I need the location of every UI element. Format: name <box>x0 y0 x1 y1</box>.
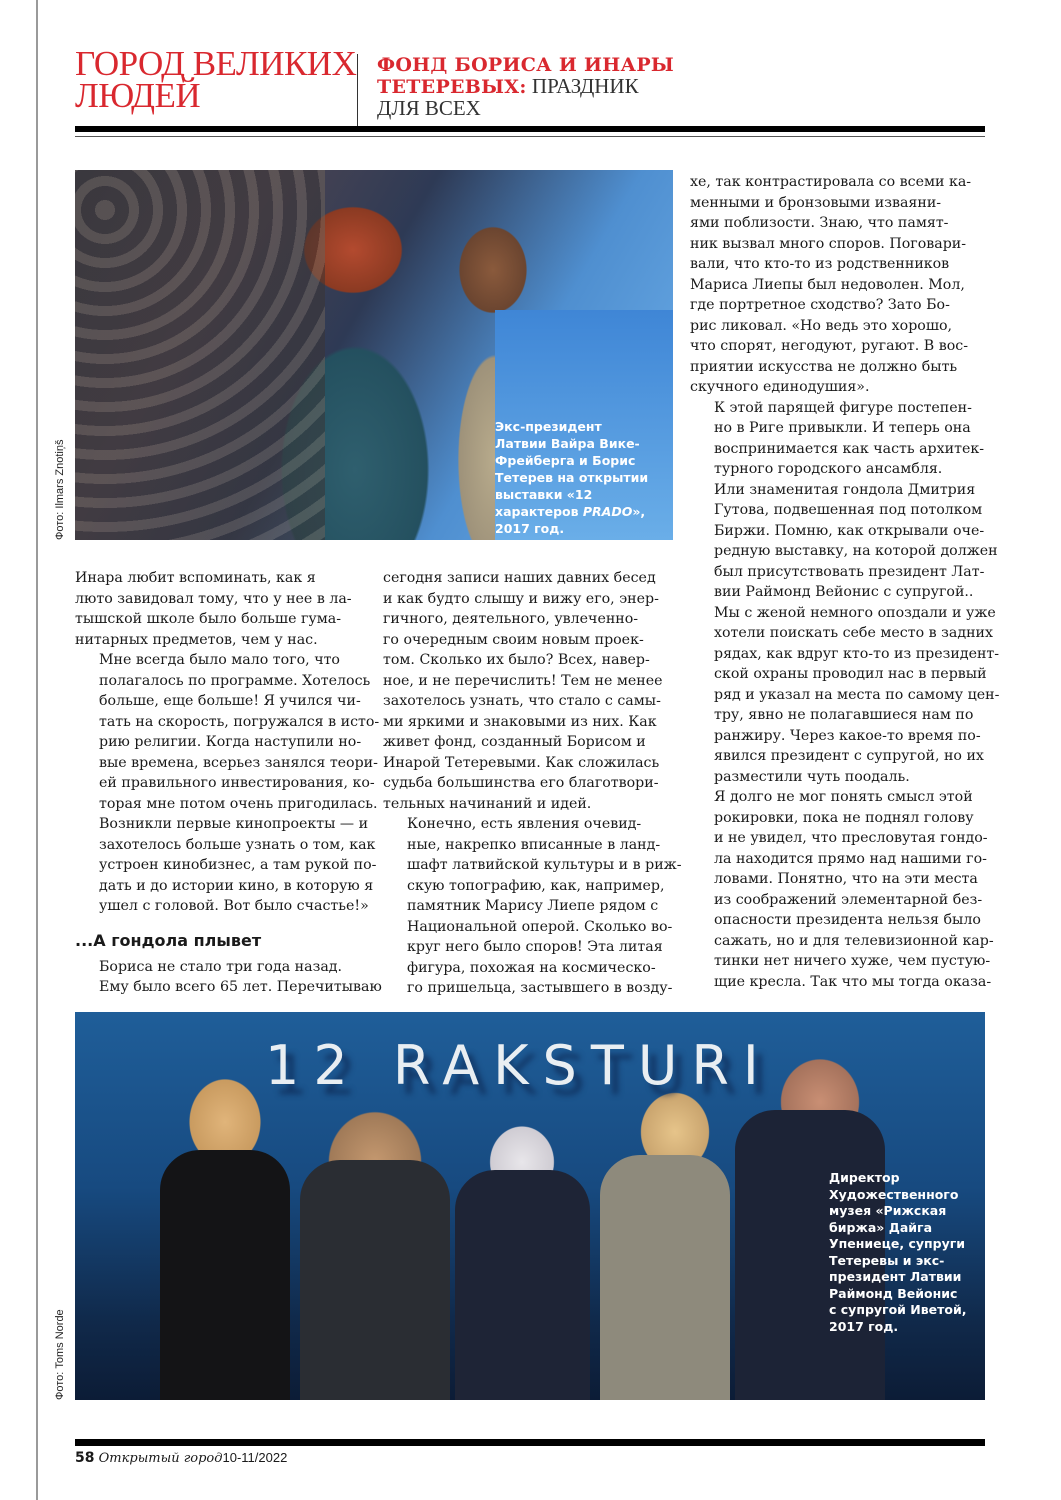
text-line: опасности президента нельзя было <box>714 912 981 928</box>
headline-bold: ТЕТЕРЕВЫХ: <box>377 76 527 98</box>
text-line: ные, накрепко вписанные в ланд- <box>407 836 661 853</box>
issue-date: 10-11/2022 <box>222 1450 288 1465</box>
text-line: Мне всегда было мало того, что <box>99 652 340 668</box>
text-line: рию религии. Когда наступили но- <box>99 734 362 750</box>
photo-audience <box>75 170 325 540</box>
text-line: из соображений элементарной без- <box>714 891 983 908</box>
paragraph <box>75 650 380 917</box>
text-line: Конечно, есть явления очевид- <box>407 816 642 832</box>
text-line: тышской школе было больше гума- <box>75 611 342 627</box>
text-line: сегодня записи наших давних бесед <box>383 570 656 586</box>
text-line: вые времена, всерьез занялся теори- <box>99 754 378 771</box>
text-line: Инарой Тетеревыми. Как сложилась <box>383 754 660 771</box>
caption-line: президент Латвии <box>829 1269 962 1284</box>
text-line: ми яркими и знаковыми из них. Как <box>383 713 657 730</box>
text-line: ряд и указал на места по самому цен- <box>714 686 1000 703</box>
text-line: Биржи. Помню, как открывали оче- <box>714 522 985 539</box>
text-line: редную выставку, на которой должен <box>714 543 998 559</box>
text-line: К этой парящей фигуре постепен- <box>714 399 972 416</box>
text-line: тру, явно не полагавшиеся нам по <box>714 707 974 723</box>
text-line: хе, так контрастировала со всеми ка- <box>690 174 972 190</box>
caption-italic: PRADO <box>582 504 633 519</box>
photo-group-portrait <box>75 1012 985 1400</box>
text-line: и не увидел, что пресловутая гондо- <box>714 830 988 846</box>
paragraph <box>75 957 382 998</box>
person-figure <box>455 1170 590 1400</box>
text-line: разместили чуть поодаль. <box>714 768 910 785</box>
text-line: Мы с женой немного опоздали и уже <box>714 604 996 621</box>
text-line: том. Сколько их было? Всех, навер- <box>383 652 650 668</box>
text-line: круг него было споров! Эта литая <box>407 939 663 955</box>
text-line: го очередным своим новым проек- <box>383 631 644 648</box>
header-rule-thick <box>75 126 985 132</box>
photo-credit-top: Фото: Ilmars Znotiņš <box>54 439 66 540</box>
text-line: захотелось узнать, что стало с самы- <box>383 693 661 709</box>
exhibition-sign: 12 RAKSTURI <box>265 1034 773 1097</box>
section-rubric <box>75 44 357 115</box>
photo-exhibition-opening <box>75 170 673 540</box>
text-line: больше, еще больше! Я учился чи- <box>99 693 361 709</box>
text-line: судьба большинства его благотвори- <box>383 775 659 791</box>
text-line: ями поблизости. Знаю, что памят- <box>690 215 949 231</box>
text-line: тинки нет ничего хуже, чем пустую- <box>714 953 991 969</box>
footer-rule <box>75 1439 985 1446</box>
text-line: ное, и не перечислить! Тем не менее <box>383 672 663 689</box>
caption-line: Упениеце, супруги <box>829 1236 966 1251</box>
headline-light: ДЛЯ ВСЕХ <box>377 96 481 120</box>
text-line: приятии искусства не должно быть <box>690 358 958 375</box>
text-line: вали, что кто-то из родственников <box>690 256 950 272</box>
text-line: Гутова, подвешенная под потолком <box>714 502 983 518</box>
page-header <box>75 44 985 130</box>
text-line: го пришельца, застывшего в возду- <box>407 980 673 996</box>
headline-bold: ФОНД БОРИСА И ИНАРЫ <box>377 54 675 76</box>
headline-light: ПРАЗДНИК <box>526 74 639 98</box>
caption-line: Художественного <box>829 1186 959 1202</box>
text-line: вии Раймонд Вейонис с супругой.. <box>714 584 974 600</box>
caption-line: Фрейберга и Борис <box>495 453 636 468</box>
paragraph <box>383 814 683 999</box>
person-figure <box>300 1160 450 1400</box>
text-line: полагалось по программе. Хотелось <box>99 672 371 689</box>
text-line: Бориса не стало три года назад. <box>99 958 343 975</box>
article-column-2 <box>383 568 683 999</box>
text-line: Инара любит вспоминать, как я <box>75 570 316 586</box>
text-line: скую топографию, как, например, <box>407 877 665 894</box>
paragraph <box>690 398 990 480</box>
page-number: 58 <box>75 1450 95 1466</box>
text-line: Возникли первые кинопроекты — и <box>99 816 369 832</box>
caption-line: выставки «12 <box>495 487 593 502</box>
text-line: ла находится прямо над нашими го- <box>714 850 987 867</box>
text-line: воспринимается как часть архитек- <box>714 440 984 457</box>
subheading: ...А гондола плывет <box>75 930 262 950</box>
text-line: щие кресла. Так что мы тогда оказа- <box>714 973 992 990</box>
text-line: устроен кинобизнес, а там рукой по- <box>99 857 377 873</box>
header-rule-thin <box>75 136 985 137</box>
caption-line: с супругой Иветой, <box>829 1302 967 1317</box>
text-line: нитарных предметов, чем у нас. <box>75 631 318 648</box>
text-line: что спорят, негодуют, ругают. В вос- <box>690 338 969 354</box>
text-line: памятник Марису Лиепе рядом с <box>407 898 659 914</box>
article-headline <box>377 54 707 119</box>
text-line: Ему было всего 65 лет. Перечитываю <box>99 979 382 995</box>
person-figure <box>600 1155 730 1400</box>
text-line: менными и бронзовыми изваяни- <box>690 194 942 211</box>
text-line: рокировки, пока не поднял голову <box>714 809 974 826</box>
text-line: рис ликовал. «Но ведь это хорошо, <box>690 317 953 334</box>
caption-line: биржа» Дайга <box>829 1219 933 1235</box>
text-line: явился президент с супругой, но их <box>714 748 984 764</box>
photo-caption-bottom <box>829 1170 979 1335</box>
page-edge-line <box>36 0 38 1500</box>
text-line: захотелось больше узнать о том, как <box>99 836 376 853</box>
header-divider <box>357 54 358 126</box>
text-line: был присутствовать президент Лат- <box>714 563 985 580</box>
text-line: фигура, похожая на космическо- <box>407 959 656 976</box>
caption-line: Тетеревы и экс- <box>829 1252 945 1268</box>
caption-line: Раймонд Вейонис <box>829 1285 958 1301</box>
caption-line: Директор <box>829 1170 900 1185</box>
paragraph <box>690 172 990 398</box>
text-line: где портретное сходство? Зато Бо- <box>690 297 950 313</box>
text-line: ранжиру. Через какое-то время по- <box>714 727 981 744</box>
text-line: торая мне потом очень пригодилась. <box>99 795 378 812</box>
text-line: ник вызвал много споров. Поговари- <box>690 235 967 252</box>
caption-line: Экс-президент <box>495 419 602 434</box>
paragraph <box>383 568 683 814</box>
paragraph <box>75 568 375 650</box>
text-line: Национальной оперой. Сколько во- <box>407 918 673 935</box>
text-line: живет фонд, созданный Борисом и <box>383 734 646 750</box>
article-column-1 <box>75 568 382 998</box>
paragraph <box>690 787 994 992</box>
text-line: люто завидовал тому, что у нее в ла- <box>75 590 352 607</box>
person-figure <box>160 1150 290 1400</box>
text-line: ушел с головой. Вот было счастье!» <box>99 898 369 914</box>
text-line: сажать, но и для телевизионной кар- <box>714 932 994 949</box>
text-line: скучного единодушия». <box>690 379 870 395</box>
page-footer <box>75 1450 287 1466</box>
text-line: но в Риге привыкли. И теперь она <box>714 420 971 436</box>
text-line: ловами. Понятно, что на эти места <box>714 871 978 887</box>
text-line: Или знаменитая гондола Дмитрия <box>714 481 976 498</box>
text-line: шафт латвийской культуры и в риж- <box>407 857 682 873</box>
caption-line: музея «Рижская <box>829 1203 947 1218</box>
magazine-name: Открытый город <box>98 1451 223 1466</box>
paragraph <box>690 480 1000 788</box>
text-line: турного городского ансамбля. <box>714 461 943 477</box>
text-line: хотели поискать себе место в задних <box>714 625 993 641</box>
text-line: дать и до истории кино, в которую я <box>99 877 374 894</box>
caption-line: 2017 год. <box>495 521 565 536</box>
text-line: тельных начинаний и идей. <box>383 795 592 812</box>
caption-line: Тетерев на открытии <box>495 470 649 485</box>
caption-text: », <box>632 504 646 519</box>
text-line: тать на скорость, погружался в исто- <box>99 713 380 730</box>
caption-line: Латвии Вайра Вике- <box>495 436 640 451</box>
rubric-line: ЛЮДЕЙ <box>75 76 201 115</box>
text-line: гичного, деятельного, увлеченно- <box>383 611 639 627</box>
text-line: рядах, как вдруг кто-то из президент- <box>714 645 1000 662</box>
article-column-3 <box>690 172 1000 992</box>
text-line: ской охраны проводил нас в первый <box>714 666 987 682</box>
text-line: и как будто слышу и вижу его, энер- <box>383 590 659 607</box>
photo-caption-top <box>495 418 665 537</box>
text-line: Мариса Лиепы был недоволен. Мол, <box>690 276 965 293</box>
text-line: Я долго не мог понять смысл этой <box>714 789 973 805</box>
photo-credit-bottom: Фото: Toms Norde <box>54 1309 66 1400</box>
caption-line: 2017 год. <box>829 1318 899 1334</box>
caption-text: характеров <box>495 504 583 519</box>
rubric-line: ГОРОД ВЕЛИКИХ <box>75 44 357 83</box>
text-line: ей правильного инвестирования, ко- <box>99 775 375 791</box>
